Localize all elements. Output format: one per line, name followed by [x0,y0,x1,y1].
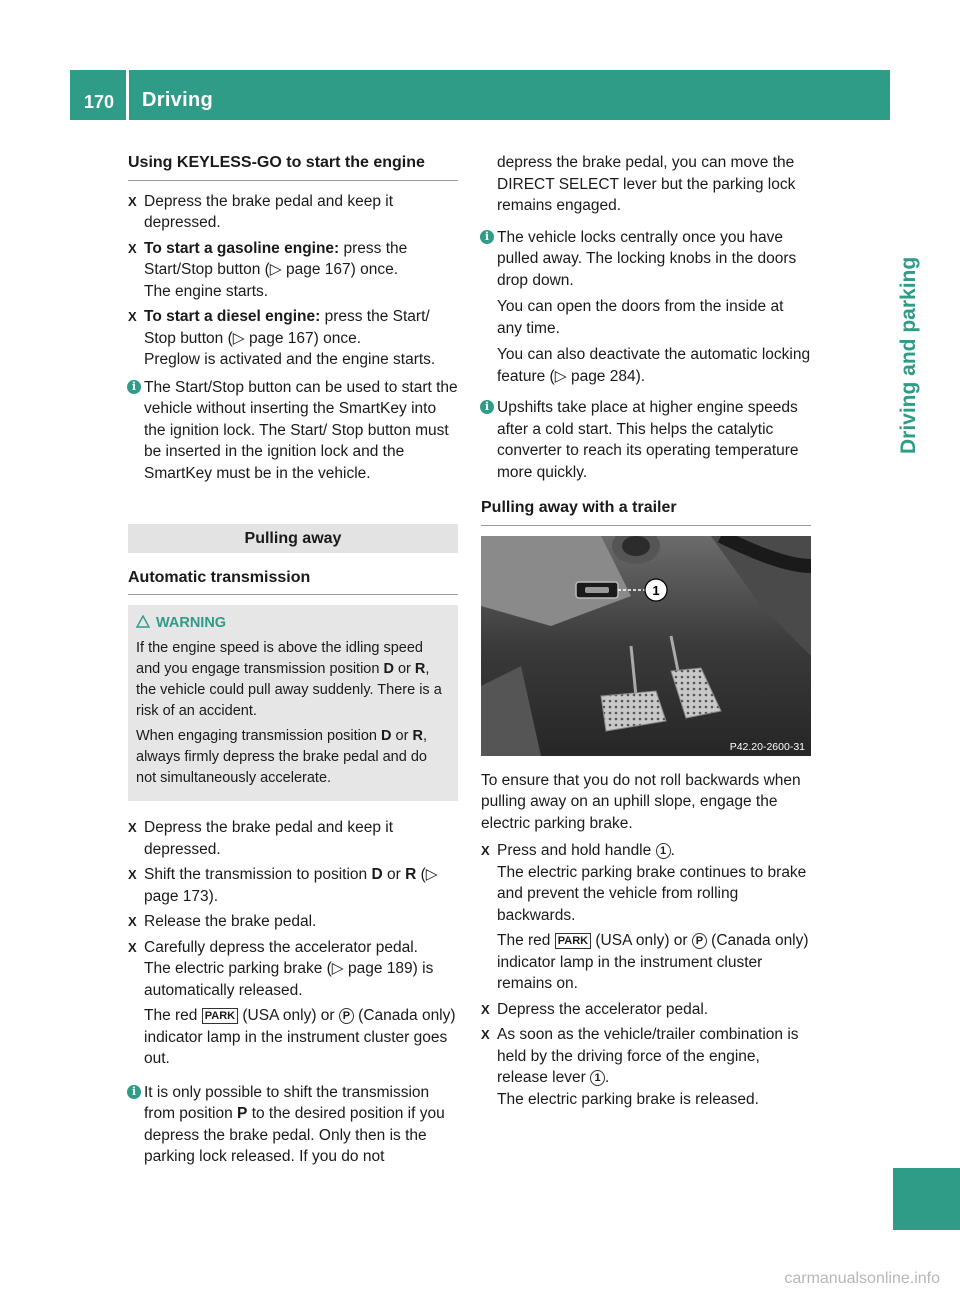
step-text: Press and hold handle 1 . [497,842,675,859]
warning-title: WARNING [136,613,450,634]
step-result: Preglow is activated and the engine starts. [144,351,436,368]
step-text: Carefully depress the accelerator pedal. [144,938,418,956]
step-text: To start a gasoline engine: press the Start/Stop button (▷ page 167) once. [144,239,408,278]
step [128,864,458,907]
step [128,817,458,860]
info-text: You can also deactivate the automatic locking feature (▷ page 284). [497,346,811,385]
chapter-title: Driving [142,89,213,111]
step-marker-icon: X [128,309,137,324]
step-marker-icon: X [128,939,137,955]
info-text: It is only possible to shift the transmission from position P to the desired position if you depress the brake pedal. Only then is the parking lock released. If you do not [144,1083,445,1165]
section-heading-keyless-go: Using KEYLESS-GO to start the engine [128,152,458,181]
step [128,191,458,234]
step-marker-icon: X [128,193,137,209]
step-result: The electric parking brake is released. [497,1090,759,1108]
info-text: The vehicle locks centrally once you have pulled away. The locking knobs in the doors drop down. [497,228,797,289]
step [481,840,811,995]
header-bar [70,70,890,120]
left-column [128,152,458,1178]
parking-brake-lamp-icon: P [339,1008,354,1024]
step-text: As soon as the vehicle/trailer combination is held by the driving force of the engine, release lever 1 . [497,1026,799,1086]
info-note [128,1082,458,1168]
step-marker-icon: X [481,843,490,858]
section-heading-trailer: Pulling away with a trailer [481,497,811,526]
step-text: To start a diesel engine: press the Start/ Stop button (▷ page 167) once. [144,308,430,347]
step-marker-icon: X [481,1027,490,1042]
page-number: 170 [84,92,115,112]
step-result: The red PARK (USA only) or P (Canada only) indicator lamp in the instrument cluster remains on. [497,932,809,992]
info-icon: i [480,230,494,244]
side-tab-label: Driving and parking [897,256,920,454]
photo-callout-number: 1 [652,582,660,598]
info-note [128,377,458,485]
step [128,937,458,1070]
watermark: carmanualsonline.info [784,1270,940,1287]
step [128,238,458,303]
info-note [481,397,811,483]
info-text: Upshifts take place at higher engine speeds after a cold start. This helps the catalytic converter to reach its operating temperature more quickly. [497,399,799,481]
park-lamp-icon: PARK [555,933,591,949]
info-note [481,227,811,388]
step-marker-icon: X [481,1001,490,1017]
callout-ref-icon: 1 [590,1070,605,1086]
step-result: The engine starts. [144,282,269,300]
step-text: Release the brake pedal. [144,913,317,930]
step-marker-icon: X [128,820,137,835]
info-text: The Start/Stop button can be used to start the vehicle without inserting the SmartKey into the ignition lock. The Start/ Stop button must be inserted in the ignition lock and the SmartKey must be in the vehicle. [144,378,458,482]
warning-text: When engaging transmission position D or R, always firmly depress the brake pedal and do not simultaneously accelerate. [136,728,427,786]
pedal-area-photo [481,536,811,756]
parking-brake-lamp-icon: P [692,933,707,949]
info-icon: i [127,1085,141,1099]
step-result: The electric parking brake continues to brake and prevent the vehicle from rolling backwards. [497,863,807,924]
header-divider [126,70,129,120]
step-marker-icon: X [128,867,137,882]
step-text: Shift the transmission to position D or R (▷ page 173). [144,866,438,905]
step [128,911,458,933]
warning-triangle-icon [136,614,150,635]
right-column [481,152,811,1114]
step-text: Depress the accelerator pedal. [497,1000,709,1018]
photo-reference-code: P42.20-2600-31 [729,740,805,753]
park-lamp-icon: PARK [202,1008,238,1024]
intro-text: To ensure that you do not roll backwards when pulling away on an uphill slope, engage the electric parking brake. [481,771,801,832]
step-result: The electric parking brake (▷ page 189) is automatically released. [144,960,434,999]
side-tab-marker [893,1168,960,1230]
step [481,999,811,1021]
step-result: The red PARK (USA only) or P (Canada only) indicator lamp in the instrument cluster goes out. [144,1007,456,1067]
step [481,1024,811,1110]
warning-text: If the engine speed is above the idling speed and you engage transmission position D or R, the vehicle could pull away suddenly. There is a risk of an accident. [136,640,442,719]
step-marker-icon: X [128,240,137,256]
info-text: You can open the doors from the inside at any time. [497,298,784,337]
info-icon: i [127,380,141,394]
warning-box [128,605,458,801]
step-text: Depress the brake pedal and keep it depressed. [144,192,394,231]
step-text: Depress the brake pedal and keep it depressed. [144,819,394,858]
step [128,306,458,371]
info-icon: i [480,400,494,414]
step-marker-icon: X [128,914,137,929]
callout-ref-icon: 1 [656,843,671,859]
continued-text: depress the brake pedal, you can move the DIRECT SELECT lever but the parking lock remains engaged. [497,154,796,214]
section-band-pulling-away: Pulling away [128,524,458,553]
section-heading-automatic: Automatic transmission [128,567,458,596]
